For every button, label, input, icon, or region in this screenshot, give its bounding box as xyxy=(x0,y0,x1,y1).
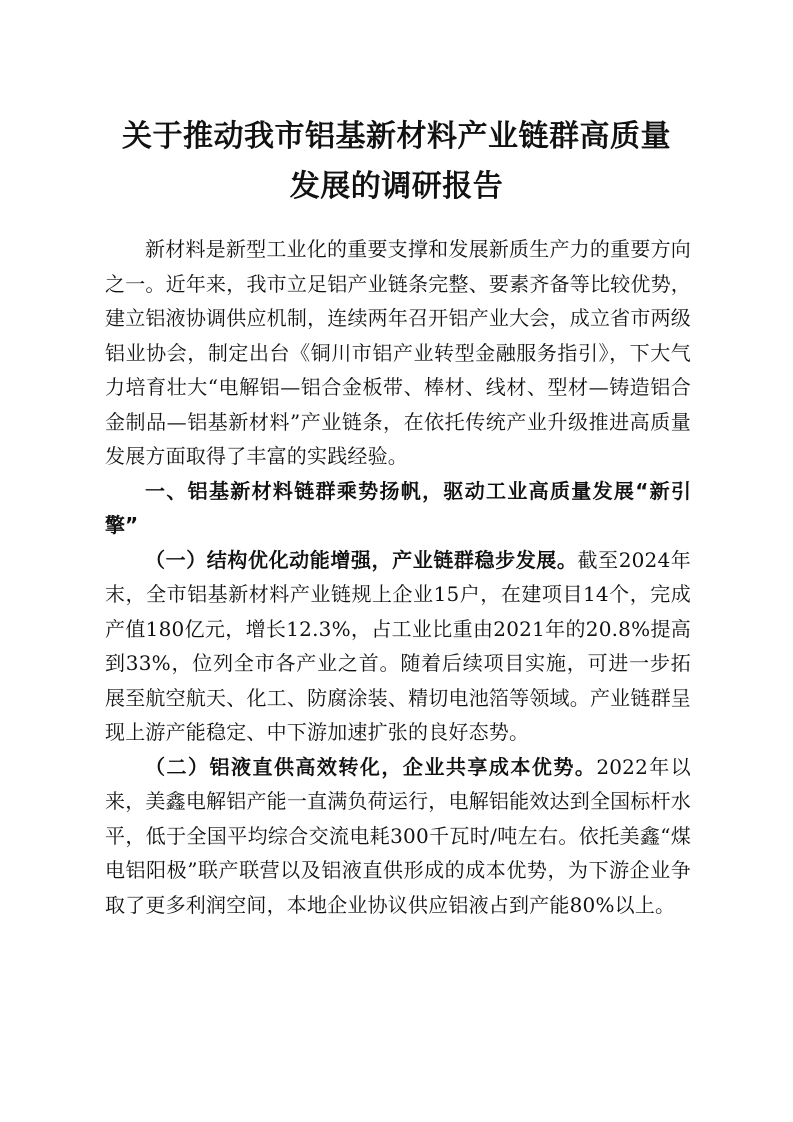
subsection-1-heading: （一）结构优化动能增强，产业链群稳步发展。 xyxy=(145,547,578,572)
intro-paragraph: 新材料是新型工业化的重要支撑和发展新质生产力的重要方向之一。近年来，我市立足铝产业链条完整、要素齐备等比较优势，建立铝液协调供应机制，连续两年召开铝产业大会，成立省市两级铝业协会，制定出台《铜川市铝产业转型金融服务指引》，下大气力培育壮大“电解铝—铝合金板带、棒材、线材、型材—铸造铝合金制品—铝基新材料”产业链条，在依托传统产业升级推进高质量发展方面取得了丰富的实践经验。 xyxy=(105,237,691,468)
subsection-2-paragraph xyxy=(105,750,691,923)
document-body xyxy=(105,232,691,922)
document-title-line-2: 发展的调研报告 xyxy=(289,169,504,204)
document-title-line-1: 关于推动我市铝基新材料产业链群高质量 xyxy=(122,119,671,154)
subsection-1-text: 截至2024年末，全市铝基新材料产业链规上企业15户，在建项目14个，完成产值180亿元，增长12.3%，占工业比重由2021年的20.8%提高到33%，位列全市各产业之首。随着后续项目实施，可进一步拓展至航空航天、化工、防腐涂装、精切电池箔等领域。产业链群呈现上游产能稳定、中下游加速扩张的良好态势。 xyxy=(105,547,691,744)
document-title xyxy=(60,112,733,212)
section-1-heading: 一、铝基新材料链群乘势扬帆，驱动工业高质量发展“新引擎” xyxy=(105,478,691,537)
subsection-2-text: 2022年以来，美鑫电解铝产能一直满负荷运行，电解铝能效达到全国标杆水平，低于全国平均综合交流电耗300千瓦时/吨左右。依托美鑫“煤电铝阳极”联产联营以及铝液直供形成的成本优势，为下游企业争取了更多利润空间，本地企业协议供应铝液占到产能80%以上。 xyxy=(105,754,691,917)
subsection-2-heading: （二）铝液直供高效转化，企业共享成本优势。 xyxy=(145,754,597,779)
subsection-1-paragraph xyxy=(105,543,691,750)
